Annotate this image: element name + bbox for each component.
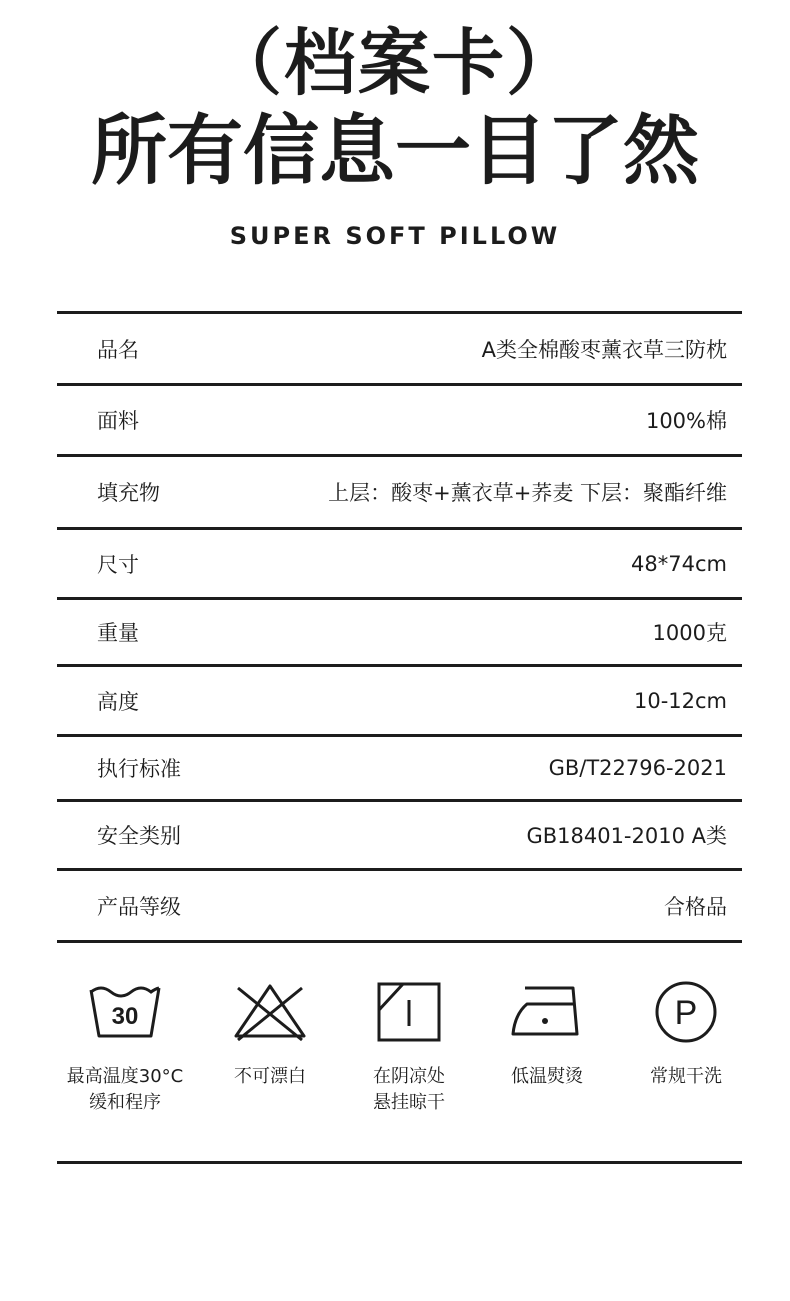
care-caption-line1: 最高温度30°C — [66, 1066, 184, 1087]
spec-label: 品名 — [97, 337, 139, 362]
spec-label: 产品等级 — [97, 894, 181, 919]
spec-row-product-name — [57, 314, 742, 383]
spec-label: 填充物 — [97, 481, 160, 505]
spec-label: 重量 — [97, 621, 139, 645]
care-caption-line2: 悬挂晾干 — [373, 1092, 445, 1113]
spec-label: 面料 — [97, 409, 139, 433]
spec-value: 10-12cm — [633, 688, 727, 713]
spec-row-grade — [57, 871, 742, 940]
spec-label: 高度 — [97, 689, 139, 714]
spec-label: 尺寸 — [97, 552, 139, 577]
spec-value: 1000克 — [652, 621, 727, 645]
dry-clean-p-icon — [646, 980, 726, 1044]
care-caption-line2: 缓和程序 — [89, 1092, 161, 1113]
care-caption-line1: 常规干洗 — [650, 1066, 722, 1087]
page-title-line1: （档案卡） — [209, 21, 580, 105]
spec-value: 48*74cm — [631, 551, 727, 576]
care-item-dry-clean — [606, 980, 766, 1090]
spec-value: GB18401-2010 A类 — [526, 824, 727, 848]
spec-label: 安全类别 — [97, 824, 181, 848]
spec-value: GB/T22796-2021 — [548, 756, 727, 780]
page-title-line2: 所有信息一目了然 — [91, 106, 699, 195]
spec-row-safety — [57, 802, 742, 868]
spec-row-height — [57, 667, 742, 734]
care-caption-line1: 在阴凉处 — [373, 1066, 445, 1087]
wash-30-icon — [85, 980, 165, 1044]
spec-label: 执行标准 — [97, 757, 181, 781]
iron-low-icon — [507, 980, 587, 1044]
care-caption-line1: 不可漂白 — [234, 1066, 306, 1087]
dry-clean-letter: P — [674, 994, 698, 1032]
spec-row-fabric — [57, 386, 742, 454]
care-item-wash — [45, 980, 205, 1116]
spec-row-weight — [57, 600, 742, 664]
spec-row-size — [57, 530, 742, 597]
wash-temp-number: 30 — [111, 1003, 139, 1030]
divider — [57, 940, 742, 943]
care-item-no-bleach — [190, 980, 350, 1090]
no-bleach-icon — [230, 980, 310, 1044]
spec-value: A类全棉酸枣薰衣草三防枕 — [481, 337, 727, 362]
spec-value: 合格品 — [664, 894, 727, 919]
care-caption-line1: 低温熨烫 — [511, 1066, 583, 1087]
line-dry-shade-icon — [369, 980, 449, 1044]
spec-row-standard — [57, 737, 742, 799]
page-subtitle: SUPER SOFT PILLOW — [229, 222, 561, 250]
spec-value: 100%棉 — [645, 409, 727, 433]
divider-bottom — [57, 1161, 742, 1164]
care-item-line-dry — [329, 980, 489, 1116]
spec-row-filling — [57, 457, 742, 527]
care-item-iron — [467, 980, 627, 1090]
spec-value: 上层：酸枣+薰衣草+荞麦 下层：聚酯纤维 — [328, 481, 727, 505]
